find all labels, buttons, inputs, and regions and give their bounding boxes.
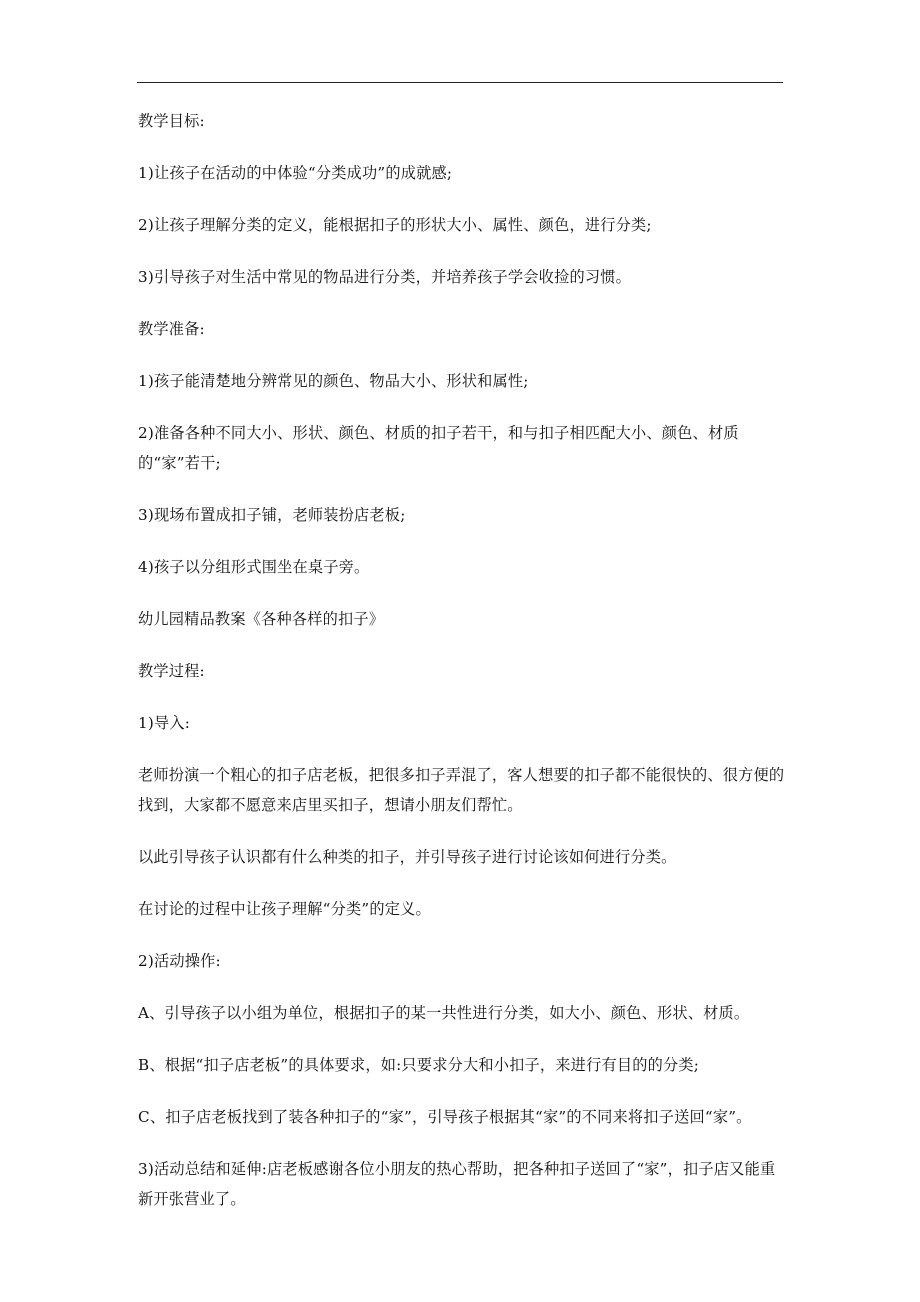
header-rule <box>137 82 783 83</box>
preparation-item: 2)准备各种不同大小、形状、颜色、材质的扣子若干，和与扣子相匹配大小、颜色、材质的“家”若干; <box>138 424 739 472</box>
preparation-item: 4)孩子以分组形式围坐在桌子旁。 <box>138 558 370 576</box>
lesson-title-line: 幼儿园精品教案《各种各样的扣子》 <box>138 610 385 628</box>
process-paragraph: 在讨论的过程中让孩子理解“分类”的定义。 <box>138 900 431 918</box>
objective-item: 2)让孩子理解分类的定义，能根据扣子的形状大小、属性、颜色，进行分类; <box>138 216 652 234</box>
process-paragraph: 老师扮演一个粗心的扣子店老板，把很多扣子弄混了，客人想要的扣子都不能很快的、很方便的找到，大家都不愿意来店里买扣子，想请小朋友们帮忙。 <box>138 766 785 814</box>
activity-step: C、扣子店老板找到了装各种扣子的“家”，引导孩子根据其“家”的不同来将扣子送回“家”。 <box>138 1108 752 1126</box>
section-heading-process: 教学过程: <box>138 662 205 680</box>
section-heading-preparation: 教学准备: <box>138 320 205 338</box>
document-body <box>138 106 786 1236</box>
activity-step: B、根据“扣子店老板”的具体要求，如:只要求分大和小扣子，来进行有目的的分类; <box>138 1056 700 1074</box>
objective-item: 3)引导孩子对生活中常见的物品进行分类，并培养孩子学会收捡的习惯。 <box>138 268 632 286</box>
section-heading-objectives: 教学目标: <box>138 112 205 130</box>
preparation-item: 3)现场布置成扣子铺，老师装扮店老板; <box>138 506 406 524</box>
process-subheading: 1)导入: <box>138 714 191 732</box>
process-subheading: 2)活动操作: <box>138 952 221 970</box>
objective-item: 1)让孩子在活动的中体验“分类成功”的成就感; <box>138 164 453 182</box>
activity-step: A、引导孩子以小组为单位，根据扣子的某一共性进行分类，如大小、颜色、形状、材质。 <box>138 1004 750 1022</box>
summary-paragraph: 3)活动总结和延伸:店老板感谢各位小朋友的热心帮助，把各种扣子送回了“家”，扣子店又能重新开张营业了。 <box>138 1160 776 1208</box>
process-paragraph: 以此引导孩子认识都有什么种类的扣子，并引导孩子进行讨论该如何进行分类。 <box>138 848 677 866</box>
preparation-item: 1)孩子能清楚地分辨常见的颜色、物品大小、形状和属性; <box>138 372 529 390</box>
